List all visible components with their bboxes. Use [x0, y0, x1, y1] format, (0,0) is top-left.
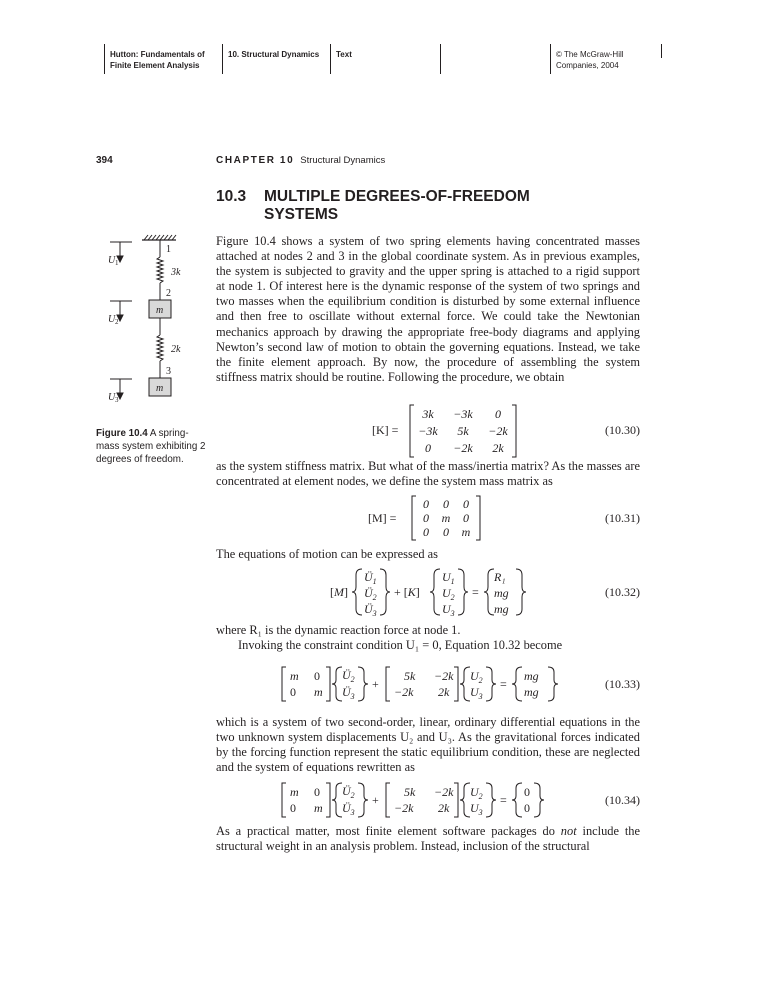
equation-10-30 [216, 403, 640, 459]
svg-text:0: 0 [423, 511, 429, 525]
svg-text:Ü3: $Ü_3$ [364, 602, 377, 617]
disp-3-label: U [108, 392, 116, 403]
svg-text:0: 0 [443, 525, 449, 539]
reduced-equation [280, 664, 580, 704]
svg-text:U2: $U_2$ [470, 669, 483, 685]
spring-2-stiffness: 2k [171, 344, 181, 355]
svg-text:Ü1: $Ü_1$ [364, 570, 377, 586]
svg-text:mg: mg [524, 685, 539, 699]
header-blank [440, 44, 550, 74]
svg-text:1: 1 [115, 259, 119, 267]
equation-10-34 [216, 780, 640, 820]
svg-text:0: 0 [423, 525, 429, 539]
svg-text:U3: $U_3$ [470, 801, 483, 817]
svg-text:3k: 3k [422, 407, 434, 421]
svg-text:+: + [372, 793, 379, 807]
svg-text:0: 0 [463, 497, 469, 511]
mass-2-label: m [156, 383, 164, 394]
eq-number-10-32: (10.32) [605, 585, 640, 599]
paragraph-3: The equations of motion can be expressed as [216, 547, 438, 561]
svg-text:Ü3: $Ü_3$ [342, 685, 355, 701]
paragraph-5: which is a system of two second-order, linear, ordinary differential equations in the two unknown system displacements U₂ and U₃. As the gravitational forces indicated by the forcing function represent the static equilibrium condition, these are neglected and the system of equations rewritten as [216, 715, 640, 775]
svg-text:Ü3: $Ü_3$ [342, 801, 355, 817]
section-title-line2: SYSTEMS [264, 206, 339, 223]
page-number: 394 [96, 155, 113, 166]
svg-text:0: 0 [314, 669, 320, 683]
node-2-label: 2 [166, 288, 171, 299]
eq-number-10-33: (10.33) [605, 677, 640, 691]
disp-1-label: U [108, 255, 116, 266]
svg-text:−2k: −2k [434, 785, 454, 799]
svg-text:m: m [461, 525, 471, 539]
svg-text:mg: mg [494, 586, 509, 600]
svg-text:mg: mg [524, 669, 539, 683]
figure-caption-label: Figure 10.4 [96, 428, 148, 439]
svg-text:5k: 5k [457, 424, 469, 438]
svg-text:m: m [441, 511, 451, 525]
paragraph-6: As a practical matter, most finite element software packages do not include the structural weight in an analysis problem. Instead, inclusion of the structural [216, 824, 640, 854]
mass-1-label: m [156, 305, 164, 316]
eq-number-10-34: (10.34) [605, 793, 640, 807]
header-book-title: Hutton: Fundamentals of Finite Element Analysis [104, 44, 222, 74]
svg-text:[M]: [M] [330, 585, 348, 599]
svg-text:m: m [290, 669, 299, 683]
svg-text:m: m [314, 685, 323, 699]
svg-text:0: 0 [314, 785, 320, 799]
node-3-label: 3 [166, 366, 171, 377]
svg-text:−3k: −3k [418, 424, 438, 438]
svg-text:0: 0 [425, 441, 431, 455]
K-label: [K] = [372, 423, 399, 437]
svg-text:Ü2: $Ü_2$ [364, 586, 377, 602]
section-title-line1: MULTIPLE DEGREES-OF-FREEDOM [264, 188, 530, 205]
svg-text:0: 0 [443, 497, 449, 511]
paragraph-2: as the system stiffness matrix. But what of the mass/inertia matrix? As the masses are concentrated at element nodes, we define the system mass matrix as [216, 459, 640, 489]
svg-text:U2: $U_2$ [442, 586, 455, 602]
svg-text:0: 0 [290, 801, 296, 815]
equation-10-32 [216, 567, 640, 617]
svg-text:0: 0 [463, 511, 469, 525]
svg-text:Ü2: $Ü_2$ [342, 784, 355, 800]
paragraph-4: where R₁ is the dynamic reaction force at node 1. Invoking the constraint condition U₁ = 0, Equation 10.32 become [216, 623, 563, 653]
spring-mass-figure [104, 232, 214, 407]
svg-text:0: 0 [495, 407, 501, 421]
svg-text:m: m [314, 801, 323, 815]
M-label: [M] = [368, 511, 397, 525]
svg-text:5k: 5k [404, 785, 416, 799]
header-right-rule [661, 44, 662, 58]
running-header [104, 44, 664, 74]
svg-text:Ü2: $Ü_2$ [342, 668, 355, 684]
svg-text:−2k: −2k [488, 424, 508, 438]
node-1-label: 1 [166, 244, 171, 255]
svg-text:−2k: −2k [453, 441, 473, 455]
disp-2-label: U [108, 314, 116, 325]
equation-10-33 [216, 664, 640, 704]
eq-number-10-31: (10.31) [605, 511, 640, 525]
svg-text:U3: $U_3$ [442, 602, 455, 617]
svg-text:2k: 2k [438, 685, 450, 699]
spring-1-stiffness: 3k [171, 267, 181, 278]
svg-text:=: = [472, 585, 479, 599]
svg-text:0: 0 [290, 685, 296, 699]
svg-text:U3: $U_3$ [470, 685, 483, 701]
svg-text:mg: mg [494, 602, 509, 616]
svg-text:0: 0 [524, 785, 530, 799]
svg-text:U1: $U_1$ [442, 570, 455, 586]
paragraph-1: Figure 10.4 shows a system of two spring elements having concentrated masses attached at nodes 2 and 3 in the global coordinate system. As in previous examples, the system is subjected to gravity and the upper spring is attached to a rigid support at node 1. Of interest here is the dynamic response of the system of two springs and two masses when the equilibrium condition is disturbed by some external influence and then free to oscillate without external force. We could take the Newtonian mechanics approach by drawing the appropriate free-body diagrams and applying Newton’s second law of motion to obtain the governing equations. Instead, we take the finite element approach. By now, the procedure of assembling the system stiffness matrix should be routine. Following the procedure, we obtain [216, 234, 640, 384]
header-copyright: © The McGraw-Hill Companies, 2004 [550, 44, 664, 74]
svg-text:5k: 5k [404, 669, 416, 683]
eq-number-10-30: (10.30) [605, 423, 640, 437]
chapter-label: CHAPTER 10 [216, 155, 295, 166]
svg-text:3: 3 [115, 396, 119, 404]
svg-text:2k: 2k [438, 801, 450, 815]
svg-text:0: 0 [524, 801, 530, 815]
header-chapter: 10. Structural Dynamics [222, 44, 330, 74]
figure-caption [96, 428, 208, 466]
svg-text:=: = [500, 677, 507, 691]
svg-text:−2k: −2k [434, 669, 454, 683]
svg-text:R₁: R₁ [494, 570, 506, 584]
K-matrix [408, 403, 518, 459]
svg-text:2: 2 [115, 318, 119, 326]
svg-text:+: + [372, 677, 379, 691]
svg-text:+ [K]: + [K] [394, 585, 420, 599]
svg-text:U2: $U_2$ [470, 785, 483, 801]
section-heading [216, 188, 530, 224]
svg-text:−2k: −2k [394, 801, 414, 815]
svg-text:−3k: −3k [453, 407, 473, 421]
equation-of-motion [326, 567, 526, 617]
section-number: 10.3 [216, 188, 247, 205]
svg-text:−2k: −2k [394, 685, 414, 699]
svg-text:=: = [500, 793, 507, 807]
svg-text:2k: 2k [492, 441, 504, 455]
equation-10-31 [216, 494, 640, 542]
chapter-title: Structural Dynamics [300, 155, 386, 166]
running-head [216, 155, 385, 166]
header-type: Text [330, 44, 440, 74]
figure-caption-text: A spring-mass system exhibiting 2 degrees of freedom. [96, 428, 206, 465]
svg-text:0: 0 [423, 497, 429, 511]
M-matrix [410, 494, 482, 542]
homogeneous-equation [280, 780, 580, 820]
svg-text:m: m [290, 785, 299, 799]
